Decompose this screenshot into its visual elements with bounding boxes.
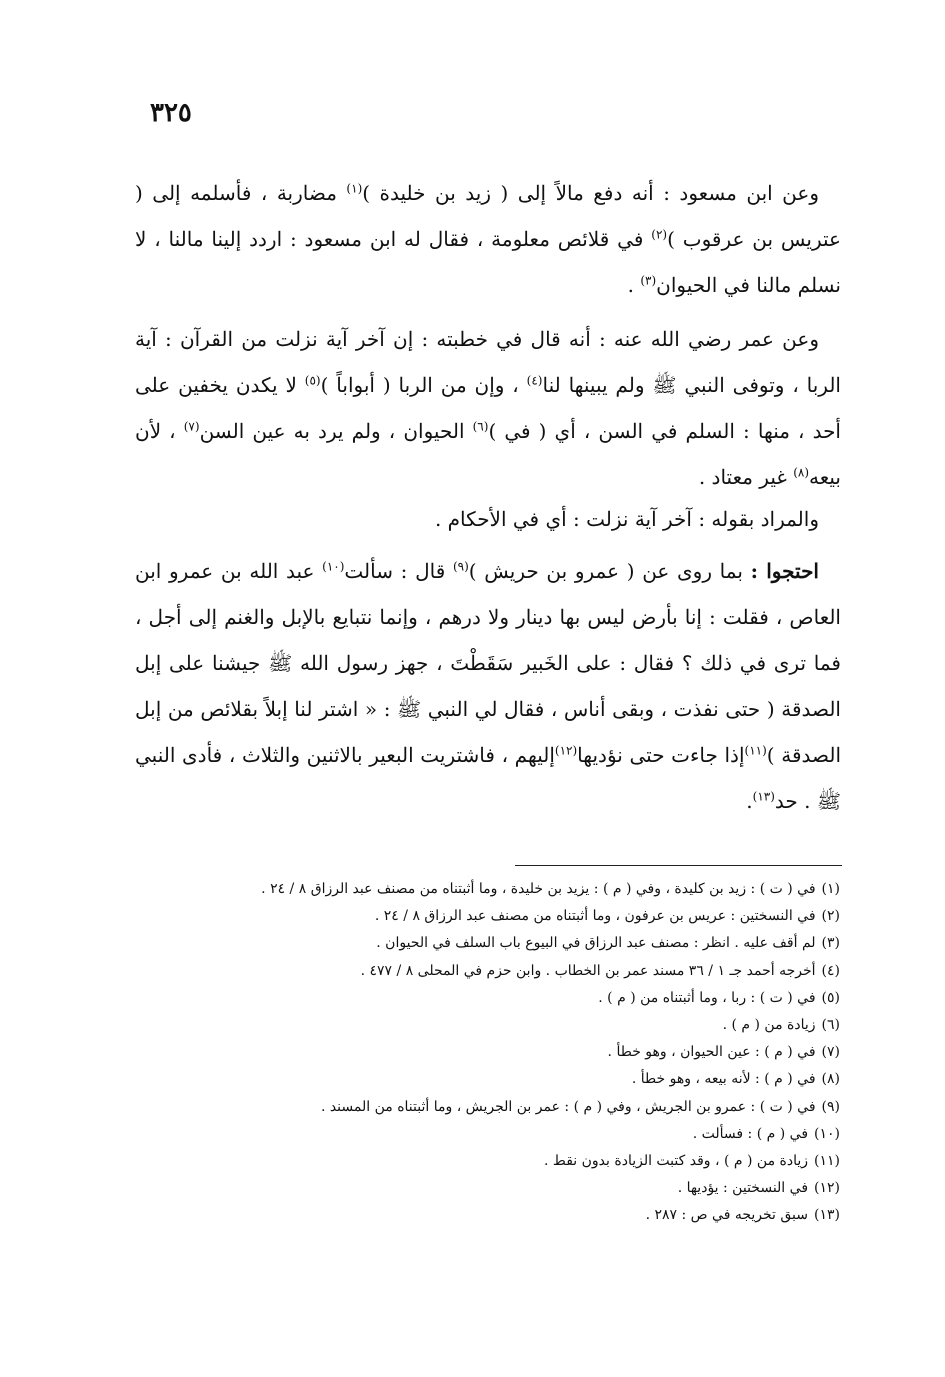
paragraph-text: . — [627, 273, 641, 297]
footnote-text: في النسختين : يؤديها . — [677, 1180, 809, 1197]
page-number: ٣٢٥ — [150, 98, 192, 128]
footnote-item — [150, 903, 840, 930]
footnote-ref: (١١) — [744, 743, 767, 758]
paragraph-evidence — [135, 548, 841, 824]
footnotes-list — [150, 876, 840, 1230]
footnote-text: سبق تخريجه في ص : ٢٨٧ . — [645, 1207, 809, 1224]
paragraph-text: قال : سألت — [344, 559, 453, 583]
footnote-item — [150, 1148, 840, 1175]
paragraph-text: وعن ابن مسعود : أنه دفع مالاً إلى ( زيد بن خليدة ) — [362, 181, 819, 205]
footnote-text: زيادة من ( م ) . — [722, 1017, 816, 1034]
footnote-number: (١٣) — [814, 1207, 840, 1224]
footnote-text: في النسختين : عريس بن عرفون ، وما أثبتناه من مصنف عبد الرزاق ٨ / ٢٤ . — [374, 908, 816, 925]
paragraph-text: ، لأن بيعه — [135, 419, 841, 489]
footnote-text: في ( م ) : عين الحيوان ، وهو خطأ . — [607, 1044, 816, 1061]
paragraph-text: بما روى عن ( عمرو بن حريش ) — [468, 559, 751, 583]
footnote-ref: (١٢) — [554, 743, 578, 758]
footnote-item — [150, 958, 840, 985]
footnote-ref: (٧) — [183, 419, 200, 434]
footnote-ref: (٤) — [526, 373, 543, 388]
footnote-number: (١٠) — [814, 1125, 840, 1142]
footnote-text: أخرجه أحمد جـ ١ / ٣٦ مسند عمر بن الخطاب . وابن حزم في المحلى ٨ / ٤٧٧ . — [360, 962, 816, 979]
footnote-ref: (١) — [346, 181, 363, 196]
footnote-number: (٤) — [821, 962, 840, 979]
footnote-ref: (٥) — [304, 373, 321, 388]
footnote-item — [150, 1121, 840, 1148]
footnote-number: (٨) — [821, 1071, 840, 1088]
footnote-item — [150, 876, 840, 903]
paragraph-text: غير معتاد . — [698, 465, 794, 489]
footnote-number: (٥) — [821, 989, 840, 1006]
paragraph-text: الحيوان ، ولم يرد به عين السن — [199, 419, 473, 443]
paragraph-text: لا يكدن يخفين على أحد ، منها : السلم في السن ، أي ( في ) — [135, 373, 841, 443]
paragraph-text: والمراد بقوله : آخر آية نزلت : أي في الأحكام . — [434, 507, 819, 531]
footnote-ref: (٩) — [452, 559, 469, 574]
paragraph-ibn-masud — [135, 170, 841, 308]
paragraph-text: . — [746, 789, 753, 813]
footnote-item — [150, 1094, 840, 1121]
footnote-text: في ( ت ) : ربا ، وما أثبتناه من ( م ) . — [598, 989, 816, 1006]
footnote-ref: (٢) — [651, 227, 668, 242]
footnote-item — [150, 1012, 840, 1039]
paragraph-text: عبد الله بن عمرو ابن العاص ، فقلت : إنا بأرض ليس بها دينار ولا درهم ، وإنما نتبايع بالإبل والغنم إلى أجل ، فما ترى في ذلك ؟ فقال : على الخَبير سَقَطْتَ ، جهز رسول الله ﷺ جيشنا على إبل الصدقة ( حتى نفذت ، وبقى أناس ، فقال لي النبي ﷺ : « اشتر لنا إبلاً بقلائص من إبل الصدقة ) — [135, 559, 842, 767]
footnote-number: (٣) — [821, 935, 840, 952]
paragraph-text: إليهم ، فاشتريت البعير بالاثنين والثلاث ، فأدى النبي ﷺ . حد — [135, 743, 841, 813]
footnote-ref: (٦) — [472, 419, 489, 434]
footnote-number: (١٢) — [814, 1180, 840, 1197]
footnote-item — [150, 930, 840, 957]
paragraph-text: في قلائص معلومة ، فقال له ابن مسعود : اردد إلينا مالنا ، لا نسلم مالنا في الحيوان — [135, 227, 841, 297]
footnote-ref: (١٣) — [752, 789, 775, 804]
footnote-item — [150, 985, 840, 1012]
paragraph-meaning — [135, 496, 841, 542]
paragraph-text: ، وإن من الربا ( أبواباً ) — [320, 373, 527, 397]
footnote-number: (١١) — [814, 1153, 840, 1170]
paragraph-text: مضاربة ، فأسلمه إلى ( عتريس بن عرقوب ) — [135, 181, 841, 251]
footnote-item — [150, 1202, 840, 1229]
footnote-ref: (١٠) — [322, 559, 345, 574]
footnote-item — [150, 1175, 840, 1202]
footnote-number: (٧) — [821, 1044, 840, 1061]
footnote-ref: (٣) — [640, 273, 657, 288]
footnote-text: في ( م ) : فسألت . — [692, 1125, 809, 1142]
footnote-number: (٢) — [821, 908, 840, 925]
footnote-number: (١) — [821, 881, 840, 897]
footnote-text: في ( م ) : لأنه بيعه ، وهو خطأ . — [631, 1071, 816, 1088]
footnote-number: (٦) — [821, 1017, 840, 1034]
footnote-item — [150, 1066, 840, 1093]
footnote-text: في ( ت ) : عمرو بن الجريش ، وفي ( م ) : عمر بن الجريش ، وما أثبتناه من المسند . — [320, 1098, 816, 1115]
footnote-text: في ( ت ) : زيد بن كليدة ، وفي ( م ) : يزيد بن خليدة ، وما أثبتناه من مصنف عبد الرزاق ٨ / ٢٤ . — [261, 881, 816, 897]
footnote-item — [150, 1039, 840, 1066]
footnote-ref: (٨) — [793, 465, 810, 480]
paragraph-lead: احتجوا : — [750, 559, 819, 583]
footnote-number: (٩) — [821, 1098, 840, 1115]
paragraph-text: إذا جاءت حتى نؤديها — [577, 743, 745, 767]
footnote-text: لم أقف عليه . انظر : مصنف عبد الرزاق في البيوع باب السلف في الحيوان . — [376, 935, 816, 952]
footnote-text: زيادة من ( م ) ، وقد كتبت الزيادة بدون نقط . — [544, 1153, 809, 1170]
paragraph-text: وعن عمر رضي الله عنه : أنه قال في خطبته : إن آخر آية نزلت من القرآن : آية الربا ، وتوفى النبي ﷺ ولم يبينها لنا — [135, 327, 841, 397]
footnote-divider — [515, 865, 842, 866]
paragraph-umar — [135, 316, 841, 500]
